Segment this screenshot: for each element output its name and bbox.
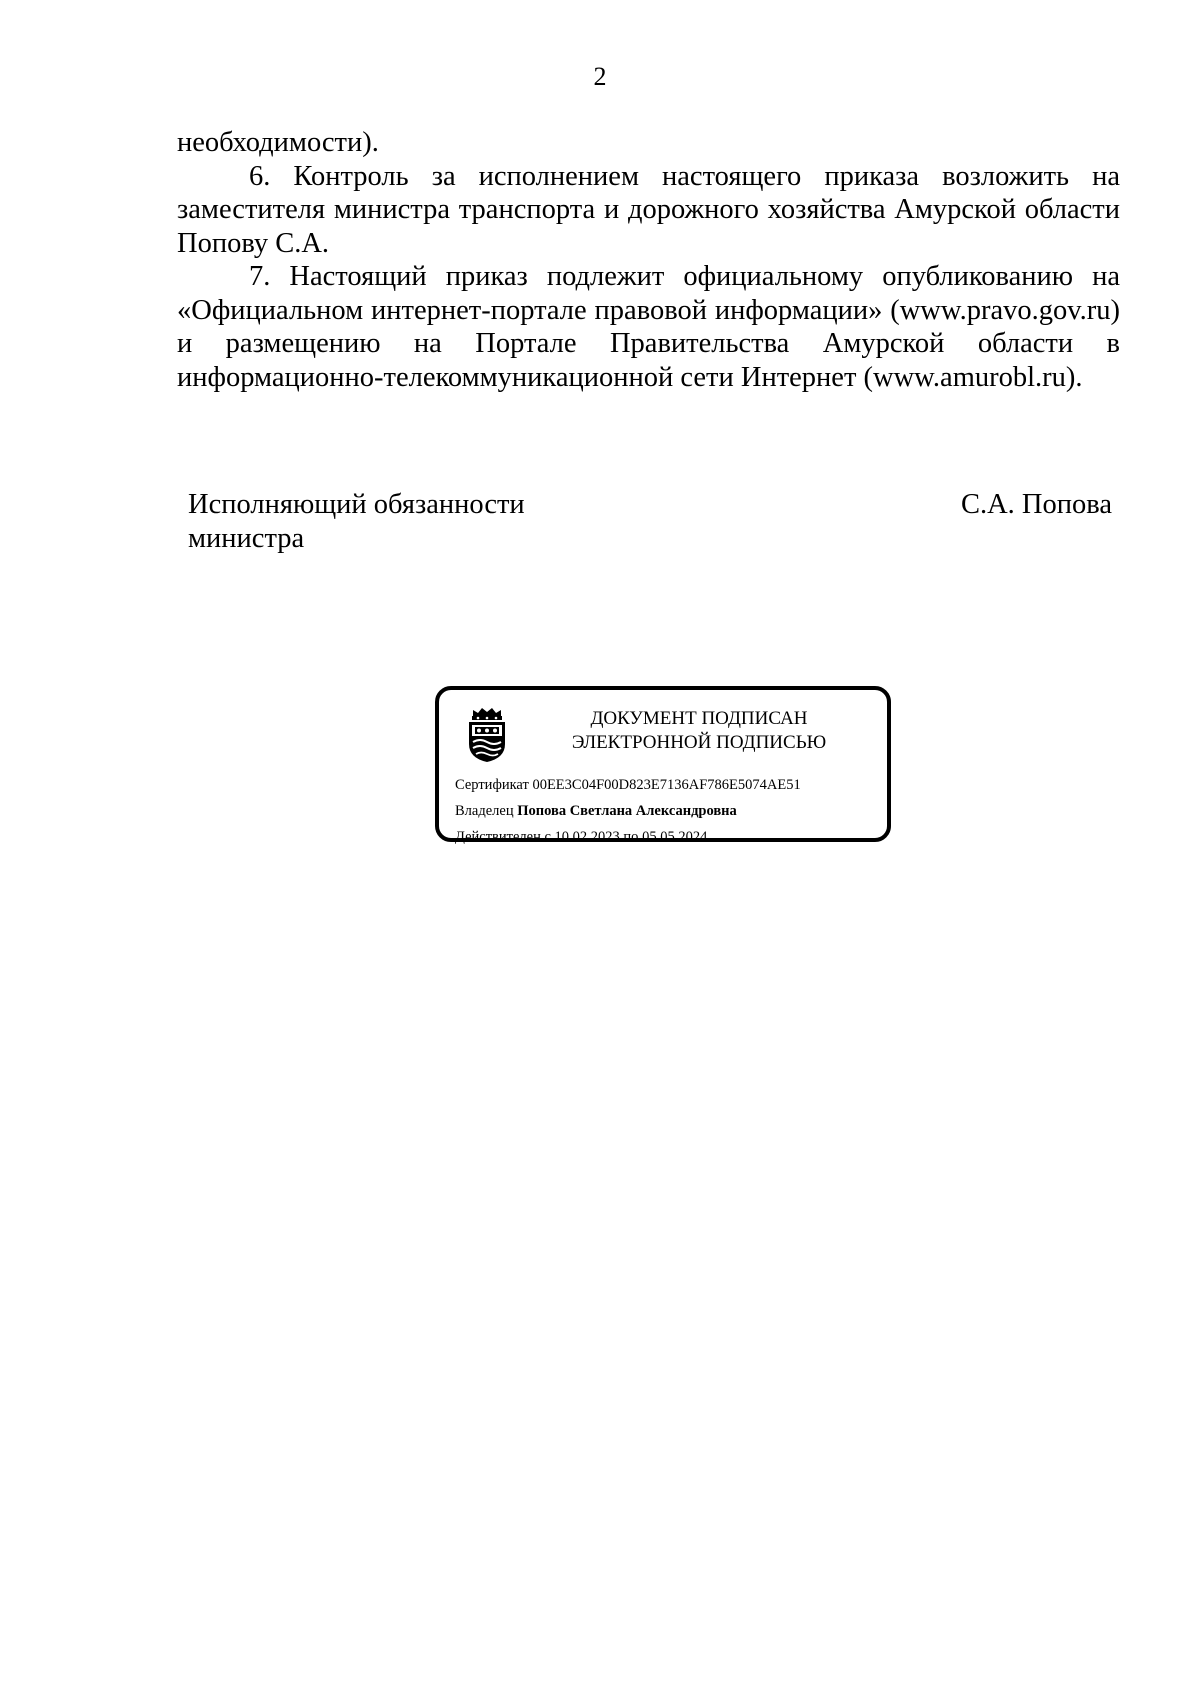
valid-from: 10.02.2023 — [554, 829, 620, 845]
paragraph-item-7: 7. Настоящий приказ подлежит официальному опубликованию на «Официальном интернет-портале правовой информации» (www.pravo.gov.ru) и размещению на Портале Правительства Амурской области в информационно-телекоммуникационной сети Интернет (www.amurobl.ru). — [177, 261, 1120, 393]
document-body — [177, 126, 1120, 394]
page-number: 2 — [593, 62, 607, 91]
paragraph-item-6: 6. Контроль за исполнением настоящего приказа возложить на заместителя министра транспорта и дорожного хозяйства Амурской области Попову С.А. — [177, 160, 1120, 259]
signer-title — [188, 488, 608, 555]
signer-title-line-1: Исполняющий обязанности — [188, 489, 525, 520]
electronic-signature-stamp — [435, 686, 891, 845]
stamp-owner-line — [455, 798, 885, 824]
stamp-validity-line — [455, 824, 885, 850]
amur-region-coat-of-arms-icon — [465, 706, 509, 764]
signer-title-line-2: министра — [188, 522, 305, 554]
certificate-label: Сертификат — [455, 777, 529, 793]
validity-to-label: по — [623, 829, 639, 845]
stamp-heading-line-1: ДОКУМЕНТ ПОДПИСАН — [590, 708, 808, 729]
paragraph-continuation: необходимости). — [177, 127, 379, 158]
validity-label: Действителен с — [455, 829, 551, 845]
stamp-heading — [519, 707, 879, 755]
stamp-certificate-line — [455, 772, 885, 798]
signer-name: С.А. Попова — [960, 489, 1112, 520]
owner-label: Владелец — [455, 803, 514, 819]
valid-to: 05.05.2024 — [642, 829, 708, 845]
owner-value: Попова Светлана Александровна — [517, 803, 737, 819]
stamp-details — [455, 772, 885, 850]
stamp-heading-line-2: ЭЛЕКТРОННОЙ ПОДПИСЬЮ — [571, 732, 827, 753]
certificate-value: 00EE3C04F00D823E7136AF786E5074AE51 — [532, 777, 801, 793]
